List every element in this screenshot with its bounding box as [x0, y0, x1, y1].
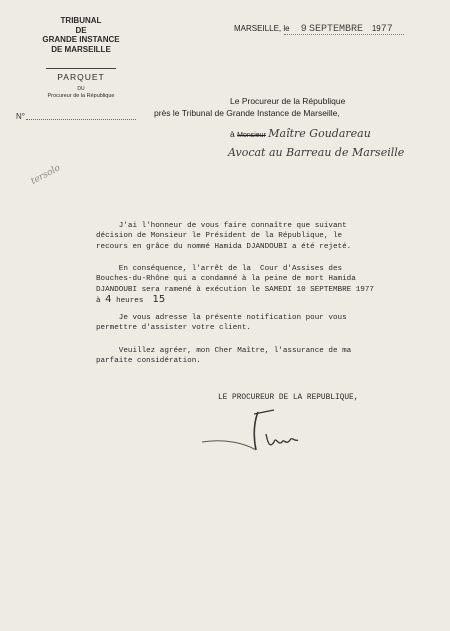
- date-day: 9: [300, 24, 307, 35]
- letterhead: [22, 16, 140, 99]
- handwritten-signature: [196, 402, 336, 462]
- signatory-title: LE PROCUREUR DE LA REPUBLIQUE,: [218, 394, 359, 402]
- execution-hour: 4: [105, 294, 112, 306]
- recipient-line: [230, 127, 371, 140]
- paragraph-4: Veuillez agréer, mon Cher Maître, l'assurance de ma parfaite considération.: [96, 347, 352, 366]
- date-city: MARSEILLE, le: [234, 24, 290, 33]
- recipient-name: Maître Goudareau: [268, 127, 371, 140]
- recipient-monsieur: Monsieur: [237, 132, 266, 139]
- date-month: SEPTEMBRE: [308, 24, 363, 35]
- margin-annotation: tersolo: [29, 163, 63, 187]
- du-label: DU: [77, 86, 85, 92]
- sender-title: Le Procureur de la République: [230, 96, 346, 106]
- paragraph-2: En conséquence, l'arrêt de la Cour d'Assises des Bouches-du-Rhône qui a condamné à la peine de mort Hamida DJANDOUBI sera ramené à exécution le SAMEDI 10 SEPTEMBRE 1977 à 4 heures 15: [96, 265, 374, 306]
- court-name: TRIBUNAL DE GRANDE INSTANCE DE MARSEILLE: [42, 16, 120, 54]
- sender-court: près le Tribunal de Grande Instance de Marseille,: [154, 108, 340, 118]
- date-year-suffix: 77: [380, 24, 393, 35]
- date-rule: [284, 34, 404, 35]
- paragraph-3: Je vous adresse la présente notification pour vous permettre d'assister votre client.: [96, 314, 347, 333]
- execution-minutes: 15: [152, 294, 166, 306]
- parquet-label: PARQUET: [46, 68, 116, 82]
- procureur-label: Procureur de la République: [47, 93, 115, 99]
- recipient-a: à: [230, 129, 235, 139]
- reference-number-label: N°: [16, 112, 25, 121]
- paragraph-1: J'ai l'honneur de vous faire connaître que suivant décision de Monsieur le Président de la République, le recours en grâce du nommé Hamida DJANDOUBI a été rejeté.: [96, 222, 352, 251]
- recipient-address: Avocat au Barreau de Marseille: [228, 146, 405, 159]
- date-year-prefix: 19: [371, 24, 381, 33]
- reference-number-line: [26, 119, 136, 120]
